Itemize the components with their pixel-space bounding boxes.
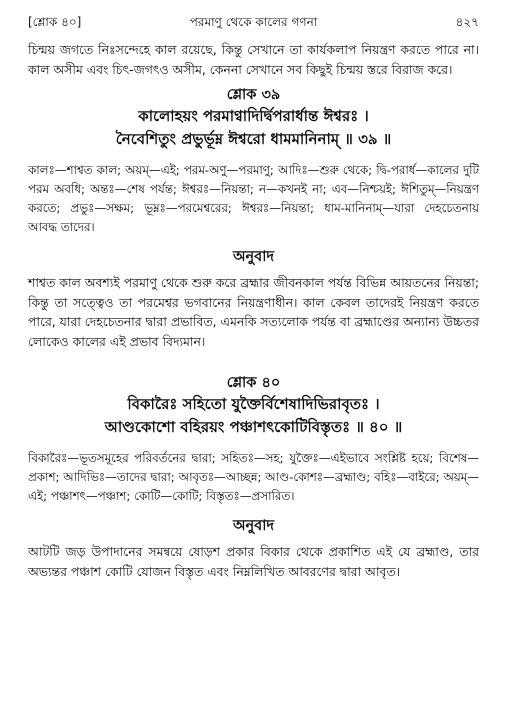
verse-line: নৈবেশিতুং প্রভুর্ভূম্ন ঈশ্বরো ধামমানিনাম্ ॥ ৩৯ ॥ (115, 130, 392, 148)
page-content (28, 40, 479, 581)
header-chapter-title: পরমাণু থেকে কালের গণনা (189, 15, 318, 29)
verse-heading: শ্লোক ৪০ (226, 375, 281, 391)
synonyms-paragraph: বিকারৈঃ—ভূতসমূহের পরিবর্তনের দ্বারা; সহিতঃ—সহ; যুক্তৈঃ—এইভাবে সংশ্লিষ্ট হয়ে; বিশেষ—প্রকাশ; আদিভিঃ—তাদের দ্বারা; আবৃতঃ—আচ্ছন্ন; আণ্ড-কোশঃ—ব্রহ্মাণ্ড; বহিঃ—বাইরে; অয়ম্—এই; পঞ্চাশৎ—পঞ্চাশ; কোটি—কোটি; বিস্তৃতঃ—প্রসারিত। (28, 451, 479, 503)
translation-paragraph: শাশ্বত কাল অবশ্যই পরমাণু থেকে শুরু করে ব্রহ্মার জীবনকাল পর্যন্ত বিভিন্ন আয়তনের নিয়ন্তা; কিন্তু তা সত্ত্বেও তা পরমেশ্বর ভগবানের নিয়ন্ত্রণাধীন। কাল কেবল তাদেরই নিয়ন্ত্রণ করতে পারে, যারা দেহচেতনার দ্বারা প্রভাবিত, এমনকি সত্যলোক পর্যন্ত বা ব্রহ্মাণ্ডের অন্যান্য উচ্চতর লোকেও কালের এই প্রভাব বিদ্যমান। (28, 275, 479, 349)
verse-section-39 (28, 85, 479, 351)
translation-paragraph: আটটি জড় উপাদানের সমন্বয়ে ষোড়শ প্রকার বিকার থেকে প্রকাশিত এই যে ব্রহ্মাণ্ড, তার অভ্যন্তর পঞ্চাশ কোটি যোজন বিস্তৃত এবং নিম্নলিখিত আবরণের দ্বারা আবৃত। (28, 544, 479, 579)
translation-heading: অনুবাদ (232, 518, 275, 534)
verse-line: বিকারৈঃ সহিতো যুক্তৈর্বিশেষাদিভিরাবৃতঃ । (127, 395, 380, 413)
running-header (28, 14, 479, 34)
synonyms-paragraph: কালঃ—শাশ্বত কাল; অয়ম্—এই; পরম-অণু—পরমাণু; আদিঃ—শুরু থেকে; দ্বি-পরার্ধ—কালের দুটি পরম অবধি; অন্তঃ—শেষ পর্যন্ত; ঈশ্বরঃ—নিয়ন্তা; ন—কখনই না; এব—নিশ্চয়ই; ঈশিতুম্—নিয়ন্ত্রণ করতে; প্রভুঃ—সক্ষম; ভূম্নঃ—পরমেশ্বরের; ঈশ্বরঃ—নিয়ন্তা; ধাম-মানিনাম্—যারা দেহচেতনায় আবদ্ধ তাদের। (28, 163, 479, 234)
verse-line: কালোহয়ং পরমাণ্বাদির্দ্বিপরার্ধান্ত ঈশ্বরঃ । (138, 107, 369, 125)
verse-section-40 (28, 373, 479, 581)
verse-heading: শ্লোক ৩৯ (226, 87, 281, 103)
translation-heading: অনুবাদ (232, 249, 275, 265)
header-verse-ref: [শ্লোক ৪০] (28, 15, 82, 29)
page-number: ৪২৭ (455, 15, 479, 29)
intro-paragraph: চিন্ময় জগতে নিঃসন্দেহে কাল রয়েছে, কিন্তু সেখানে তা কার্যকলাপ নিয়ন্ত্রণ করতে পারে না। কাল অসীম এবং চিৎ-জগৎও অসীম, কেননা সেখানে সব কিছুই চিন্ময় স্তরে বিরাজ করে। (28, 42, 479, 77)
verse-line: আণ্ডকোশো বহিরয়ং পঞ্চাশৎকোটিবিস্তৃতঃ ॥ ৪০ ॥ (104, 418, 403, 436)
